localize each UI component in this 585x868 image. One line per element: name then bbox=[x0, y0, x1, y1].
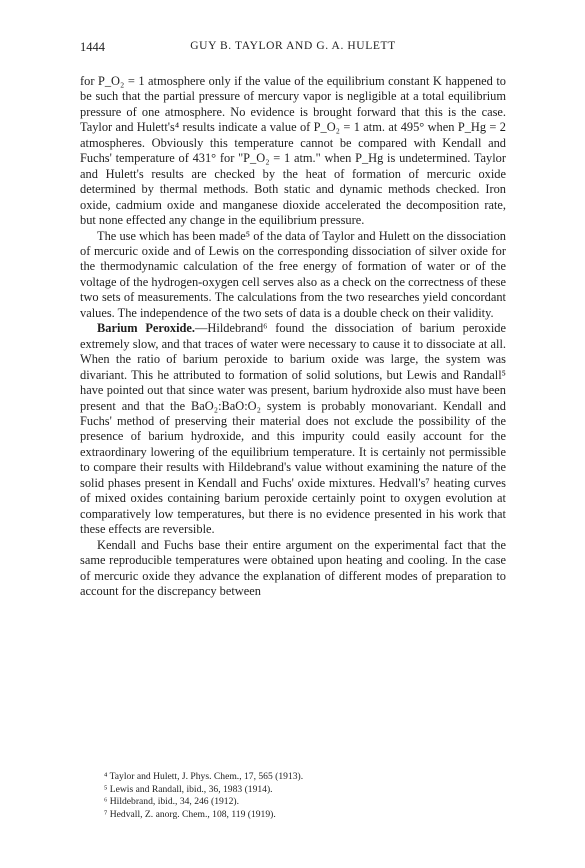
footnote-7: ⁷ Hedvall, Z. anorg. Chem., 108, 119 (1919). bbox=[104, 808, 276, 820]
footnote-5: ⁵ Lewis and Randall, ibid., 36, 1983 (1914). bbox=[104, 783, 273, 795]
footnote-6: ⁶ Hildebrand, ibid., 34, 246 (1912). bbox=[104, 796, 239, 808]
paragraph-1-text: for P_O₂ = 1 atmosphere only if the value of the equilibrium constant K happened to be such that the partial pressure of mercury vapor is negligible at a total equilibrium pressure of one atmosphere. No evidence is brought forward that this is the case. Taylor and Hulett's⁴ results indicate a value of P_O₂ = 1 atm. at 495° when P_Hg = 2 atmospheres. Obviously this temperature cannot be compared with Kendall and Fuchs' temperature of 431° for "P_O₂ = 1 atm." when P_Hg is undetermined. Taylor and Hulett's results are checked by the heat of formation of mercuric oxide determined by thermal methods. Both static and dynamic methods checked. Iron oxide, cadmium oxide and manganese dioxide accelerated the decomposition rate, but none effected any change in the equilibrium pressure. bbox=[80, 74, 506, 228]
paragraph-1 bbox=[80, 74, 506, 229]
body-text bbox=[80, 74, 506, 599]
footnote-4: ⁴ Taylor and Hulett, J. Phys. Chem., 17, 565 (1913). bbox=[104, 771, 304, 782]
page-header bbox=[80, 40, 506, 58]
footnotes bbox=[80, 771, 506, 821]
running-title: GUY B. TAYLOR AND G. A. HULETT bbox=[190, 40, 396, 52]
paragraph-4-text: Kendall and Fuchs base their entire argument on the experimental fact that the same reproducible temperatures were obtained upon heating and cooling. In the case of mercuric oxide they advance the explanation of different modes of preparation to account for the discrepancy between bbox=[80, 537, 506, 598]
paragraph-3 bbox=[80, 321, 506, 537]
paragraph-3-text: —Hildebrand⁶ found the dissociation of barium peroxide extremely slow, and that traces of water were necessary to cause it to dissociate at all. When the ratio of barium peroxide to barium oxide was large, the system was divariant. This he attributed to formation of solid solutions, but Lewis and Randall⁵ have pointed out that since water was present, barium hydroxide also must have been present and that the BaO₂:BaO:O₂ system is probably monovariant. Kendall and Fuchs' method of preserving their material does not exclude the possibility of the presence of barium hydroxide, and this impurity could easily account for the extraordinary lowering of the equilibrium temperature. It is certainly not permissible to compare their results with Hildebrand's value without examining the nature of the solid phases present in Kendall and Fuchs' oxide mixtures. Hedvall's⁷ heating curves of mixed oxides containing barium peroxide certainly point to oxygen evolution at comparatively low temperatures, but there is no evidence presented in his work that these effects are reversible. bbox=[80, 321, 506, 537]
page-number: 1444 bbox=[80, 40, 105, 54]
paragraph-2-text: The use which has been made⁵ of the data of Taylor and Hulett on the dissociation of mercuric oxide and of Lewis on the corresponding dissociation of silver oxide for the thermodynamic calculation of the free energy of formation of water or of the voltage of the hydrogen-oxygen cell serves also as a check on the correctness of these two sets of measurements. The calculations from the two researches yield concordant values. The independence of the two sets of data is a double check on their validity. bbox=[80, 228, 506, 320]
paragraph-2 bbox=[80, 229, 506, 322]
section-heading: Barium Peroxide. bbox=[97, 321, 196, 336]
paragraph-4 bbox=[80, 538, 506, 600]
